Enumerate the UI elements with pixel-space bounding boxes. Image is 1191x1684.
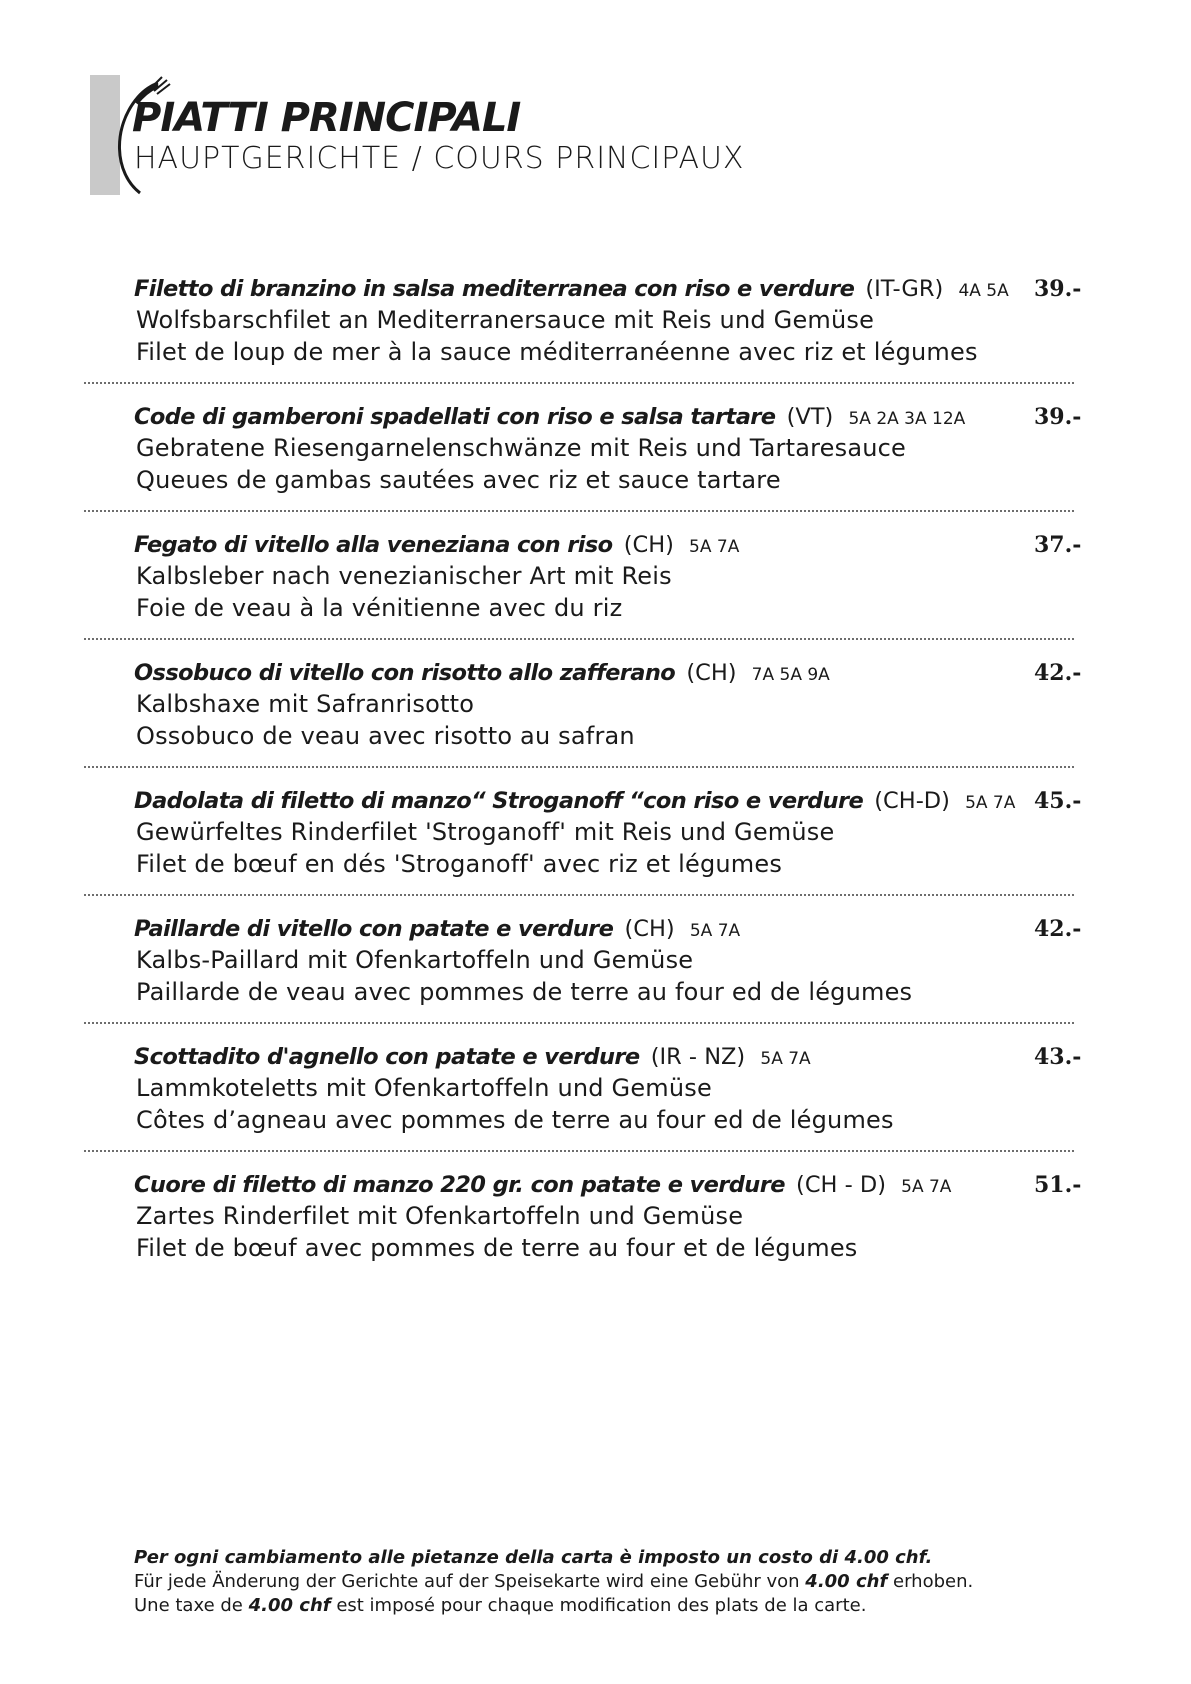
item-price: 43.- — [1034, 1044, 1082, 1070]
item-allergens: 5A 7A — [689, 921, 741, 941]
item-name: Cuore di filetto di manzo 220 gr. con patate e verdure — [134, 1172, 785, 1198]
item-name: Dadolata di filetto di manzo“ Stroganoff “con riso e verdure — [134, 788, 864, 814]
dotted-divider — [84, 382, 1074, 384]
note-german — [134, 1570, 1134, 1594]
menu-item — [84, 782, 1084, 910]
item-italian-line — [134, 788, 1015, 814]
item-origin: (IT-GR) — [865, 276, 944, 302]
item-italian-line — [134, 404, 965, 430]
page-subtitle: HAUPTGERICHTE / COURS PRINCIPAUX — [134, 141, 745, 176]
item-italian-line — [134, 276, 1009, 302]
item-name: Fegato di vitello alla veneziana con riso — [134, 532, 613, 558]
surcharge-note — [134, 1546, 1134, 1618]
item-description-fr: Foie de veau à la vénitienne avec du riz — [136, 594, 623, 622]
item-origin: (CH) — [623, 532, 674, 558]
dotted-divider — [84, 638, 1074, 640]
dotted-divider — [84, 1150, 1074, 1152]
item-description-fr: Queues de gambas sautées avec riz et sauce tartare — [136, 466, 781, 494]
item-description-de: Kalbs-Paillard mit Ofenkartoffeln und Gemüse — [136, 946, 694, 974]
item-price: 39.- — [1034, 276, 1082, 302]
item-origin: (CH) — [686, 660, 737, 686]
item-description-de: Wolfsbarschfilet an Mediterranersauce mit Reis und Gemüse — [136, 306, 875, 334]
item-allergens: 5A 7A — [760, 1049, 811, 1069]
item-name: Code di gamberoni spadellati con riso e salsa tartare — [134, 404, 776, 430]
menu-item — [84, 910, 1084, 1038]
dotted-divider — [84, 510, 1074, 512]
item-name: Ossobuco di vitello con risotto allo zafferano — [134, 660, 676, 686]
item-origin: (VT) — [786, 404, 834, 430]
menu-item — [84, 1038, 1084, 1166]
note-german-amount: 4.00 chf — [805, 1571, 888, 1592]
item-description-fr: Filet de bœuf en dés 'Stroganoff' avec riz et légumes — [136, 850, 783, 878]
menu-item — [84, 270, 1084, 398]
note-italian: Per ogni cambiamento alle pietanze della carta è imposto un costo di 4.00 chf. — [134, 1547, 933, 1568]
item-description-fr: Filet de bœuf avec pommes de terre au four et de légumes — [136, 1234, 858, 1262]
note-german-text-end: erhoben. — [887, 1571, 974, 1592]
menu-header — [90, 75, 890, 195]
item-description-de: Zartes Rinderfilet mit Ofenkartoffeln und Gemüse — [136, 1202, 744, 1230]
item-italian-line — [134, 916, 740, 942]
menu-item — [84, 1166, 1084, 1294]
item-price: 42.- — [1034, 660, 1082, 686]
item-allergens: 4A 5A — [958, 281, 1009, 301]
item-allergens: 5A 7A — [901, 1177, 952, 1197]
item-allergens: 5A 7A — [689, 537, 740, 557]
menu-item — [84, 398, 1084, 526]
item-origin: (CH - D) — [796, 1172, 886, 1198]
item-italian-line — [134, 532, 739, 558]
menu-item — [84, 654, 1084, 782]
item-description-fr: Ossobuco de veau avec risotto au safran — [136, 722, 635, 750]
item-origin: (IR - NZ) — [650, 1044, 746, 1070]
note-french-amount: 4.00 chf — [248, 1595, 331, 1616]
item-price: 45.- — [1034, 788, 1082, 814]
item-allergens: 5A 2A 3A 12A — [848, 409, 966, 429]
note-german-text: Für jede Änderung der Gerichte auf der Speisekarte wird eine Gebühr von — [134, 1571, 806, 1592]
page-title: PIATTI PRINCIPALI — [132, 95, 521, 141]
item-price: 39.- — [1034, 404, 1082, 430]
item-price: 37.- — [1034, 532, 1082, 558]
item-italian-line — [134, 660, 830, 686]
item-origin: (CH) — [624, 916, 675, 942]
item-name: Scottadito d'agnello con patate e verdure — [134, 1044, 640, 1070]
item-price: 42.- — [1034, 916, 1082, 942]
menu-list — [84, 270, 1084, 1294]
item-price: 51.- — [1034, 1172, 1082, 1198]
note-french-text-end: est imposé pour chaque modification des plats de la carte. — [330, 1595, 867, 1616]
item-name: Filetto di branzino in salsa mediterranea con riso e verdure — [134, 276, 855, 302]
item-origin: (CH-D) — [874, 788, 950, 814]
note-french — [134, 1594, 1134, 1618]
item-description-de: Kalbsleber nach venezianischer Art mit Reis — [136, 562, 672, 590]
dotted-divider — [84, 894, 1074, 896]
item-name: Paillarde di vitello con patate e verdure — [134, 916, 614, 942]
item-italian-line — [134, 1172, 951, 1198]
item-allergens: 7A 5A 9A — [751, 665, 830, 685]
item-allergens: 5A 7A — [965, 793, 1016, 813]
dotted-divider — [84, 1022, 1074, 1024]
item-description-de: Kalbshaxe mit Safranrisotto — [136, 690, 475, 718]
item-description-fr: Filet de loup de mer à la sauce méditerranéenne avec riz et légumes — [136, 338, 978, 366]
item-description-de: Gewürfeltes Rinderfilet 'Stroganoff' mit Reis und Gemüse — [136, 818, 835, 846]
item-description-de: Gebratene Riesengarnelenschwänze mit Reis und Tartaresauce — [136, 434, 907, 462]
item-description-fr: Paillarde de veau avec pommes de terre au four ed de légumes — [136, 978, 913, 1006]
item-italian-line — [134, 1044, 811, 1070]
menu-item — [84, 526, 1084, 654]
item-description-fr: Côtes d’agneau avec pommes de terre au four ed de légumes — [136, 1106, 894, 1134]
dotted-divider — [84, 766, 1074, 768]
note-french-text: Une taxe de — [134, 1595, 249, 1616]
item-description-de: Lammkoteletts mit Ofenkartoffeln und Gemüse — [136, 1074, 712, 1102]
